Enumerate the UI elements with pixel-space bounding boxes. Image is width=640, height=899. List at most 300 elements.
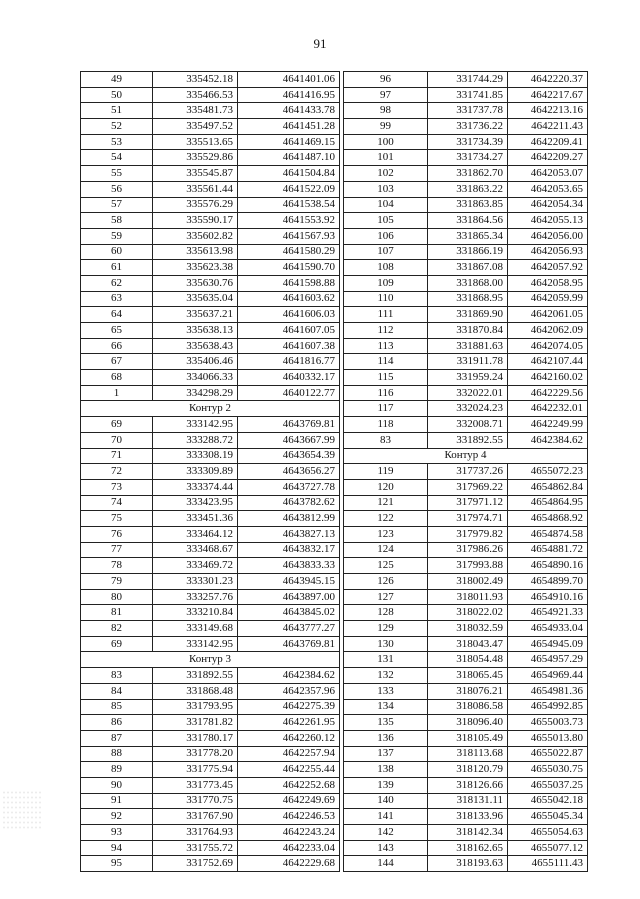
table-row <box>81 668 340 684</box>
point-number-cell: 136 <box>344 730 428 746</box>
table-row <box>344 636 588 652</box>
x-coordinate-cell: 331868.95 <box>428 291 508 307</box>
point-number-cell: 133 <box>344 683 428 699</box>
y-coordinate-cell: 4654945.09 <box>508 636 588 652</box>
table-row <box>344 621 588 637</box>
point-number-cell: 118 <box>344 417 428 433</box>
table-row <box>344 605 588 621</box>
table-row <box>344 809 588 825</box>
point-number-cell: 134 <box>344 699 428 715</box>
x-coordinate-cell: 331869.90 <box>428 307 508 323</box>
x-coordinate-cell: 333257.76 <box>153 589 238 605</box>
table-row <box>81 166 340 182</box>
table-row <box>344 385 588 401</box>
point-number-cell: 65 <box>81 323 153 339</box>
y-coordinate-cell: 4641469.15 <box>238 134 340 150</box>
point-number-cell: 91 <box>81 793 153 809</box>
point-number-cell: 128 <box>344 605 428 621</box>
table-row <box>81 605 340 621</box>
point-number-cell: 75 <box>81 511 153 527</box>
contour-label: Контур 2 <box>81 401 340 417</box>
y-coordinate-cell: 4642056.93 <box>508 244 588 260</box>
point-number-cell: 97 <box>344 87 428 103</box>
contour-label: Контур 4 <box>344 448 588 464</box>
x-coordinate-cell: 318113.68 <box>428 746 508 762</box>
x-coordinate-cell: 333210.84 <box>153 605 238 621</box>
point-number-cell: 1 <box>81 385 153 401</box>
table-row <box>81 699 340 715</box>
y-coordinate-cell: 4643782.62 <box>238 495 340 511</box>
y-coordinate-cell: 4655042.18 <box>508 793 588 809</box>
point-number-cell: 116 <box>344 385 428 401</box>
point-number-cell: 144 <box>344 856 428 872</box>
y-coordinate-cell: 4654881.72 <box>508 542 588 558</box>
point-number-cell: 51 <box>81 103 153 119</box>
table-row <box>81 777 340 793</box>
y-coordinate-cell: 4642252.68 <box>238 777 340 793</box>
x-coordinate-cell: 331863.85 <box>428 197 508 213</box>
y-coordinate-cell: 4654921.33 <box>508 605 588 621</box>
x-coordinate-cell: 335545.87 <box>153 166 238 182</box>
point-number-cell: 135 <box>344 715 428 731</box>
point-number-cell: 88 <box>81 746 153 762</box>
y-coordinate-cell: 4654992.85 <box>508 699 588 715</box>
y-coordinate-cell: 4642055.13 <box>508 213 588 229</box>
table-row <box>344 323 588 339</box>
table-row <box>81 479 340 495</box>
table-row <box>81 574 340 590</box>
table-row <box>81 260 340 276</box>
point-number-cell: 120 <box>344 479 428 495</box>
point-number-cell: 83 <box>81 668 153 684</box>
table-row <box>344 542 588 558</box>
x-coordinate-cell: 331736.22 <box>428 119 508 135</box>
y-coordinate-cell: 4641451.28 <box>238 119 340 135</box>
x-coordinate-cell: 331734.27 <box>428 150 508 166</box>
contour-header-row <box>344 448 588 464</box>
point-number-cell: 82 <box>81 621 153 637</box>
x-coordinate-cell: 335497.52 <box>153 119 238 135</box>
point-number-cell: 108 <box>344 260 428 276</box>
point-number-cell: 122 <box>344 511 428 527</box>
x-coordinate-cell: 335638.43 <box>153 338 238 354</box>
y-coordinate-cell: 4643833.33 <box>238 558 340 574</box>
table-row <box>344 574 588 590</box>
table-row <box>344 683 588 699</box>
x-coordinate-cell: 333374.44 <box>153 479 238 495</box>
point-number-cell: 111 <box>344 307 428 323</box>
table-row <box>344 260 588 276</box>
table-row <box>81 87 340 103</box>
table-row <box>344 464 588 480</box>
x-coordinate-cell: 335529.86 <box>153 150 238 166</box>
x-coordinate-cell: 331892.55 <box>153 668 238 684</box>
y-coordinate-cell: 4641401.06 <box>238 72 340 88</box>
point-number-cell: 93 <box>81 825 153 841</box>
table-row <box>81 809 340 825</box>
point-number-cell: 107 <box>344 244 428 260</box>
x-coordinate-cell: 318054.48 <box>428 652 508 668</box>
point-number-cell: 138 <box>344 762 428 778</box>
y-coordinate-cell: 4643769.81 <box>238 636 340 652</box>
point-number-cell: 104 <box>344 197 428 213</box>
y-coordinate-cell: 4642057.92 <box>508 260 588 276</box>
contour-header-row <box>81 652 340 668</box>
y-coordinate-cell: 4642058.95 <box>508 275 588 291</box>
point-number-cell: 139 <box>344 777 428 793</box>
x-coordinate-cell: 331737.78 <box>428 103 508 119</box>
table-row <box>344 730 588 746</box>
x-coordinate-cell: 331865.34 <box>428 228 508 244</box>
x-coordinate-cell: 331866.19 <box>428 244 508 260</box>
y-coordinate-cell: 4642249.69 <box>238 793 340 809</box>
table-row <box>81 840 340 856</box>
y-coordinate-cell: 4642074.05 <box>508 338 588 354</box>
y-coordinate-cell: 4642246.53 <box>238 809 340 825</box>
point-number-cell: 143 <box>344 840 428 856</box>
table-row <box>81 636 340 652</box>
table-row <box>81 385 340 401</box>
y-coordinate-cell: 4654910.16 <box>508 589 588 605</box>
x-coordinate-cell: 332022.01 <box>428 385 508 401</box>
y-coordinate-cell: 4643812.99 <box>238 511 340 527</box>
y-coordinate-cell: 4641606.03 <box>238 307 340 323</box>
y-coordinate-cell: 4654957.29 <box>508 652 588 668</box>
point-number-cell: 98 <box>344 103 428 119</box>
point-number-cell: 81 <box>81 605 153 621</box>
table-row <box>81 746 340 762</box>
y-coordinate-cell: 4655013.80 <box>508 730 588 746</box>
y-coordinate-cell: 4642249.99 <box>508 417 588 433</box>
y-coordinate-cell: 4642053.07 <box>508 166 588 182</box>
x-coordinate-cell: 318065.45 <box>428 668 508 684</box>
table-row <box>81 338 340 354</box>
y-coordinate-cell: 4641538.54 <box>238 197 340 213</box>
table-row <box>344 291 588 307</box>
table-row <box>344 589 588 605</box>
y-coordinate-cell: 4655030.75 <box>508 762 588 778</box>
table-row <box>344 72 588 88</box>
y-coordinate-cell: 4643827.13 <box>238 526 340 542</box>
point-number-cell: 137 <box>344 746 428 762</box>
x-coordinate-cell: 318105.49 <box>428 730 508 746</box>
y-coordinate-cell: 4642062.09 <box>508 323 588 339</box>
x-coordinate-cell: 331892.55 <box>428 432 508 448</box>
x-coordinate-cell: 333142.95 <box>153 417 238 433</box>
point-number-cell: 106 <box>344 228 428 244</box>
point-number-cell: 68 <box>81 370 153 386</box>
x-coordinate-cell: 317974.71 <box>428 511 508 527</box>
y-coordinate-cell: 4642261.95 <box>238 715 340 731</box>
point-number-cell: 54 <box>81 150 153 166</box>
x-coordinate-cell: 318131.11 <box>428 793 508 809</box>
x-coordinate-cell: 317737.26 <box>428 464 508 480</box>
x-coordinate-cell: 331870.84 <box>428 323 508 339</box>
table-row <box>344 715 588 731</box>
x-coordinate-cell: 333142.95 <box>153 636 238 652</box>
y-coordinate-cell: 4655003.73 <box>508 715 588 731</box>
y-coordinate-cell: 4640332.17 <box>238 370 340 386</box>
x-coordinate-cell: 331868.48 <box>153 683 238 699</box>
y-coordinate-cell: 4642211.43 <box>508 119 588 135</box>
y-coordinate-cell: 4642232.01 <box>508 401 588 417</box>
point-number-cell: 113 <box>344 338 428 354</box>
y-coordinate-cell: 4641416.95 <box>238 87 340 103</box>
point-number-cell: 129 <box>344 621 428 637</box>
x-coordinate-cell: 333301.23 <box>153 574 238 590</box>
x-coordinate-cell: 333308.19 <box>153 448 238 464</box>
y-coordinate-cell: 4642209.27 <box>508 150 588 166</box>
coordinates-table-right <box>343 71 588 872</box>
x-coordinate-cell: 318076.21 <box>428 683 508 699</box>
point-number-cell: 84 <box>81 683 153 699</box>
x-coordinate-cell: 332024.23 <box>428 401 508 417</box>
x-coordinate-cell: 332008.71 <box>428 417 508 433</box>
y-coordinate-cell: 4655111.43 <box>508 856 588 872</box>
contour-label: Контур 3 <box>81 652 340 668</box>
point-number-cell: 76 <box>81 526 153 542</box>
table-row <box>344 213 588 229</box>
table-row <box>81 119 340 135</box>
table-row <box>344 166 588 182</box>
y-coordinate-cell: 4642213.16 <box>508 103 588 119</box>
table-row <box>81 542 340 558</box>
point-number-cell: 79 <box>81 574 153 590</box>
y-coordinate-cell: 4655077.12 <box>508 840 588 856</box>
x-coordinate-cell: 317979.82 <box>428 526 508 542</box>
x-coordinate-cell: 318142.34 <box>428 825 508 841</box>
y-coordinate-cell: 4641607.05 <box>238 323 340 339</box>
point-number-cell: 131 <box>344 652 428 668</box>
table-row <box>81 825 340 841</box>
point-number-cell: 69 <box>81 417 153 433</box>
table-row <box>344 354 588 370</box>
y-coordinate-cell: 4641553.92 <box>238 213 340 229</box>
table-row <box>81 103 340 119</box>
x-coordinate-cell: 331734.39 <box>428 134 508 150</box>
y-coordinate-cell: 4642160.02 <box>508 370 588 386</box>
y-coordinate-cell: 4641580.29 <box>238 244 340 260</box>
x-coordinate-cell: 318032.59 <box>428 621 508 637</box>
table-row <box>81 464 340 480</box>
point-number-cell: 62 <box>81 275 153 291</box>
point-number-cell: 105 <box>344 213 428 229</box>
table-row <box>81 307 340 323</box>
point-number-cell: 50 <box>81 87 153 103</box>
y-coordinate-cell: 4643656.27 <box>238 464 340 480</box>
table-row <box>344 401 588 417</box>
x-coordinate-cell: 331911.78 <box>428 354 508 370</box>
table-row <box>344 495 588 511</box>
y-coordinate-cell: 4642217.67 <box>508 87 588 103</box>
table-row <box>344 479 588 495</box>
point-number-cell: 124 <box>344 542 428 558</box>
point-number-cell: 73 <box>81 479 153 495</box>
point-number-cell: 70 <box>81 432 153 448</box>
point-number-cell: 78 <box>81 558 153 574</box>
y-coordinate-cell: 4643832.17 <box>238 542 340 558</box>
y-coordinate-cell: 4643727.78 <box>238 479 340 495</box>
y-coordinate-cell: 4642056.00 <box>508 228 588 244</box>
x-coordinate-cell: 331764.93 <box>153 825 238 841</box>
x-coordinate-cell: 333464.12 <box>153 526 238 542</box>
table-row <box>344 228 588 244</box>
table-row <box>81 589 340 605</box>
x-coordinate-cell: 335602.82 <box>153 228 238 244</box>
point-number-cell: 110 <box>344 291 428 307</box>
table-row <box>344 150 588 166</box>
x-coordinate-cell: 331773.45 <box>153 777 238 793</box>
point-number-cell: 67 <box>81 354 153 370</box>
point-number-cell: 69 <box>81 636 153 652</box>
table-row <box>81 275 340 291</box>
y-coordinate-cell: 4642384.62 <box>508 432 588 448</box>
point-number-cell: 127 <box>344 589 428 605</box>
point-number-cell: 141 <box>344 809 428 825</box>
y-coordinate-cell: 4642220.37 <box>508 72 588 88</box>
y-coordinate-cell: 4641567.93 <box>238 228 340 244</box>
point-number-cell: 100 <box>344 134 428 150</box>
y-coordinate-cell: 4641603.62 <box>238 291 340 307</box>
y-coordinate-cell: 4643654.39 <box>238 448 340 464</box>
y-coordinate-cell: 4641598.88 <box>238 275 340 291</box>
y-coordinate-cell: 4655045.34 <box>508 809 588 825</box>
table-row <box>81 228 340 244</box>
point-number-cell: 72 <box>81 464 153 480</box>
x-coordinate-cell: 331864.56 <box>428 213 508 229</box>
y-coordinate-cell: 4642054.34 <box>508 197 588 213</box>
table-row <box>344 244 588 260</box>
point-number-cell: 49 <box>81 72 153 88</box>
point-number-cell: 99 <box>344 119 428 135</box>
y-coordinate-cell: 4643769.81 <box>238 417 340 433</box>
x-coordinate-cell: 333423.95 <box>153 495 238 511</box>
table-row <box>344 307 588 323</box>
x-coordinate-cell: 331867.08 <box>428 260 508 276</box>
table-row <box>344 432 588 448</box>
table-row <box>81 526 340 542</box>
table-row <box>344 652 588 668</box>
y-coordinate-cell: 4643667.99 <box>238 432 340 448</box>
point-number-cell: 71 <box>81 448 153 464</box>
point-number-cell: 55 <box>81 166 153 182</box>
y-coordinate-cell: 4642107.44 <box>508 354 588 370</box>
table-row <box>81 762 340 778</box>
x-coordinate-cell: 333309.89 <box>153 464 238 480</box>
x-coordinate-cell: 333451.36 <box>153 511 238 527</box>
y-coordinate-cell: 4654868.92 <box>508 511 588 527</box>
point-number-cell: 58 <box>81 213 153 229</box>
table-row <box>81 621 340 637</box>
y-coordinate-cell: 4643845.02 <box>238 605 340 621</box>
point-number-cell: 83 <box>344 432 428 448</box>
y-coordinate-cell: 4642260.12 <box>238 730 340 746</box>
table-row <box>344 134 588 150</box>
table-row <box>344 417 588 433</box>
table-row <box>81 150 340 166</box>
y-coordinate-cell: 4654874.58 <box>508 526 588 542</box>
x-coordinate-cell: 335466.53 <box>153 87 238 103</box>
point-number-cell: 117 <box>344 401 428 417</box>
table-row <box>344 275 588 291</box>
x-coordinate-cell: 335630.76 <box>153 275 238 291</box>
point-number-cell: 74 <box>81 495 153 511</box>
x-coordinate-cell: 331881.63 <box>428 338 508 354</box>
x-coordinate-cell: 331752.69 <box>153 856 238 872</box>
point-number-cell: 123 <box>344 526 428 542</box>
x-coordinate-cell: 331862.70 <box>428 166 508 182</box>
table-row <box>344 197 588 213</box>
x-coordinate-cell: 318193.63 <box>428 856 508 872</box>
x-coordinate-cell: 331767.90 <box>153 809 238 825</box>
point-number-cell: 60 <box>81 244 153 260</box>
table-row <box>344 526 588 542</box>
x-coordinate-cell: 335638.13 <box>153 323 238 339</box>
y-coordinate-cell: 4643945.15 <box>238 574 340 590</box>
point-number-cell: 89 <box>81 762 153 778</box>
table-row <box>81 134 340 150</box>
x-coordinate-cell: 318043.47 <box>428 636 508 652</box>
x-coordinate-cell: 335623.38 <box>153 260 238 276</box>
y-coordinate-cell: 4642229.56 <box>508 385 588 401</box>
y-coordinate-cell: 4654862.84 <box>508 479 588 495</box>
table-row <box>344 699 588 715</box>
point-number-cell: 92 <box>81 809 153 825</box>
point-number-cell: 56 <box>81 181 153 197</box>
x-coordinate-cell: 331868.00 <box>428 275 508 291</box>
y-coordinate-cell: 4643897.00 <box>238 589 340 605</box>
y-coordinate-cell: 4642257.94 <box>238 746 340 762</box>
table-row <box>81 354 340 370</box>
y-coordinate-cell: 4654933.04 <box>508 621 588 637</box>
table-row <box>344 746 588 762</box>
table-row <box>81 683 340 699</box>
x-coordinate-cell: 331781.82 <box>153 715 238 731</box>
y-coordinate-cell: 4641504.84 <box>238 166 340 182</box>
table-row <box>81 323 340 339</box>
point-number-cell: 101 <box>344 150 428 166</box>
point-number-cell: 64 <box>81 307 153 323</box>
y-coordinate-cell: 4642209.41 <box>508 134 588 150</box>
table-row <box>344 511 588 527</box>
point-number-cell: 87 <box>81 730 153 746</box>
table-row <box>344 777 588 793</box>
x-coordinate-cell: 318086.58 <box>428 699 508 715</box>
x-coordinate-cell: 318096.40 <box>428 715 508 731</box>
table-row <box>81 511 340 527</box>
y-coordinate-cell: 4642053.65 <box>508 181 588 197</box>
x-coordinate-cell: 331775.94 <box>153 762 238 778</box>
x-coordinate-cell: 331744.29 <box>428 72 508 88</box>
x-coordinate-cell: 317993.88 <box>428 558 508 574</box>
y-coordinate-cell: 4642229.68 <box>238 856 340 872</box>
scan-artifact <box>2 790 42 830</box>
y-coordinate-cell: 4654981.36 <box>508 683 588 699</box>
x-coordinate-cell: 333149.68 <box>153 621 238 637</box>
table-row <box>344 856 588 872</box>
table-row <box>81 432 340 448</box>
x-coordinate-cell: 318162.65 <box>428 840 508 856</box>
point-number-cell: 85 <box>81 699 153 715</box>
y-coordinate-cell: 4654864.95 <box>508 495 588 511</box>
x-coordinate-cell: 331778.20 <box>153 746 238 762</box>
point-number-cell: 86 <box>81 715 153 731</box>
table-row <box>81 856 340 872</box>
table-row <box>81 417 340 433</box>
y-coordinate-cell: 4641522.09 <box>238 181 340 197</box>
point-number-cell: 61 <box>81 260 153 276</box>
x-coordinate-cell: 318011.93 <box>428 589 508 605</box>
